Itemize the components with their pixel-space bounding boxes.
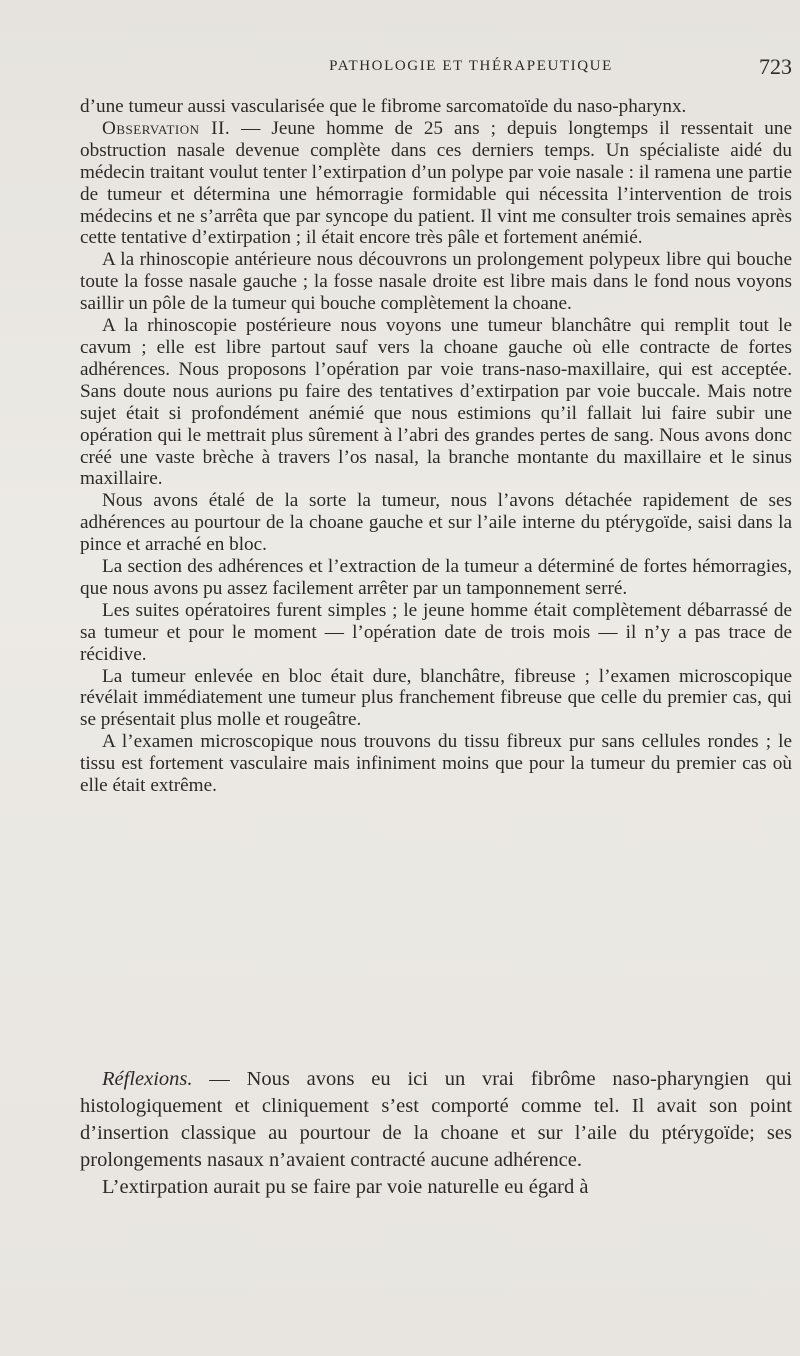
reflexions-label: Réflexions. [102, 1068, 193, 1090]
observation-paragraph [80, 118, 792, 249]
paragraph: L’extirpation aurait pu se faire par voie naturelle eu égard à [102, 1176, 589, 1198]
page-header [80, 54, 792, 84]
observation-text: — Jeune homme de 25 ans ; depuis longtemps il ressentait une obstruction nasale devenue complète dans ces derniers temps. Un spécialiste aidé du médecin traitant voulut tenter l’extirpation d’un polype par voie nasale : il ramena une partie de tumeur et détermina une hémorragie formidable qui nécessita l’intervention de trois médecins et ne s’arrêta que par syncope du patient. Il vint me consulter trois semaines après cette tentative d’extirpation ; il était encore très pâle et fortement anémié. [80, 117, 792, 249]
paragraph: Nous avons étalé de la sorte la tumeur, nous l’avons détachée rapidement de ses adhérences au pourtour de la choane gauche et sur l’aile interne du ptérygoïde, saisi dans la pince et arraché en bloc. [80, 490, 792, 556]
observation-label: Observation II. [102, 117, 231, 139]
paragraph: A la rhinoscopie antérieure nous découvrons un prolongement polypeux libre qui bouche toute la fosse nasale gauche ; la fosse nasale droite est libre mais dans le fond nous voyons saillir un pôle de la tumeur qui bouche complètement la choane. [80, 249, 792, 315]
paragraph: La tumeur enlevée en bloc était dure, blanchâtre, fibreuse ; l’examen microscopique révélait immédiatement une tumeur plus franchement fibreuse que celle du premier cas, qui se présentait plus molle et rougeâtre. [80, 665, 792, 731]
paragraph: A la rhinoscopie postérieure nous voyons une tumeur blanchâtre qui remplit tout le cavum ; elle est libre partout sauf vers la choane gauche où elle contracte de fortes adhérences. Nous proposons l’opération par voie trans-naso-maxillaire, qui est acceptée. Sans doute nous aurions pu faire des tentatives d’extirpation par voie buccale. Mais notre sujet était si profondément anémié que nous estimions qu’il fallait lui faire subir une opération qui le mettrait plus sûrement à l’abri des grandes pertes de sang. Nous avons donc créé une vaste brèche à travers l’os nasal, la branche montante du maxillaire et le sinus maxillaire. [80, 315, 792, 490]
paragraph: Les suites opératoires furent simples ; le jeune homme était complètement débarrassé de sa tumeur et pour le moment — l’opération date de trois mois — il n’y a pas trace de récidive. [80, 599, 792, 665]
reflexions-paragraph [80, 1066, 792, 1174]
paragraph: d’une tumeur aussi vascularisée que le fibrome sarcomatoïde du naso-pharynx. [80, 96, 687, 117]
paragraph: A l’examen microscopique nous trouvons du tissu fibreux pur sans cellules rondes ; le tissu est fortement vasculaire mais infiniment moins que pour la tumeur du premier cas où elle était extrême. [80, 731, 792, 797]
reflexions-section [80, 1066, 792, 1201]
page-number: 723 [759, 54, 792, 79]
paragraph: La section des adhérences et l’extraction de la tumeur a déterminé de fortes hémorragies, que nous avons pu assez facilement arrêter par un tamponnement serré. [80, 556, 792, 599]
reflexions-text: — Nous avons eu ici un vrai fibrôme naso-pharyngien qui histologiquement et cliniquement s’est comporté comme tel. Il avait son point d’insertion classique au pourtour de la choane et sur l’aile du ptérygoïde; ses prolongements nasaux n’avaient contracté aucune adhérence. [80, 1068, 792, 1171]
running-head: PATHOLOGIE ET THÉRAPEUTIQUE [329, 58, 613, 74]
body-text [80, 96, 792, 797]
